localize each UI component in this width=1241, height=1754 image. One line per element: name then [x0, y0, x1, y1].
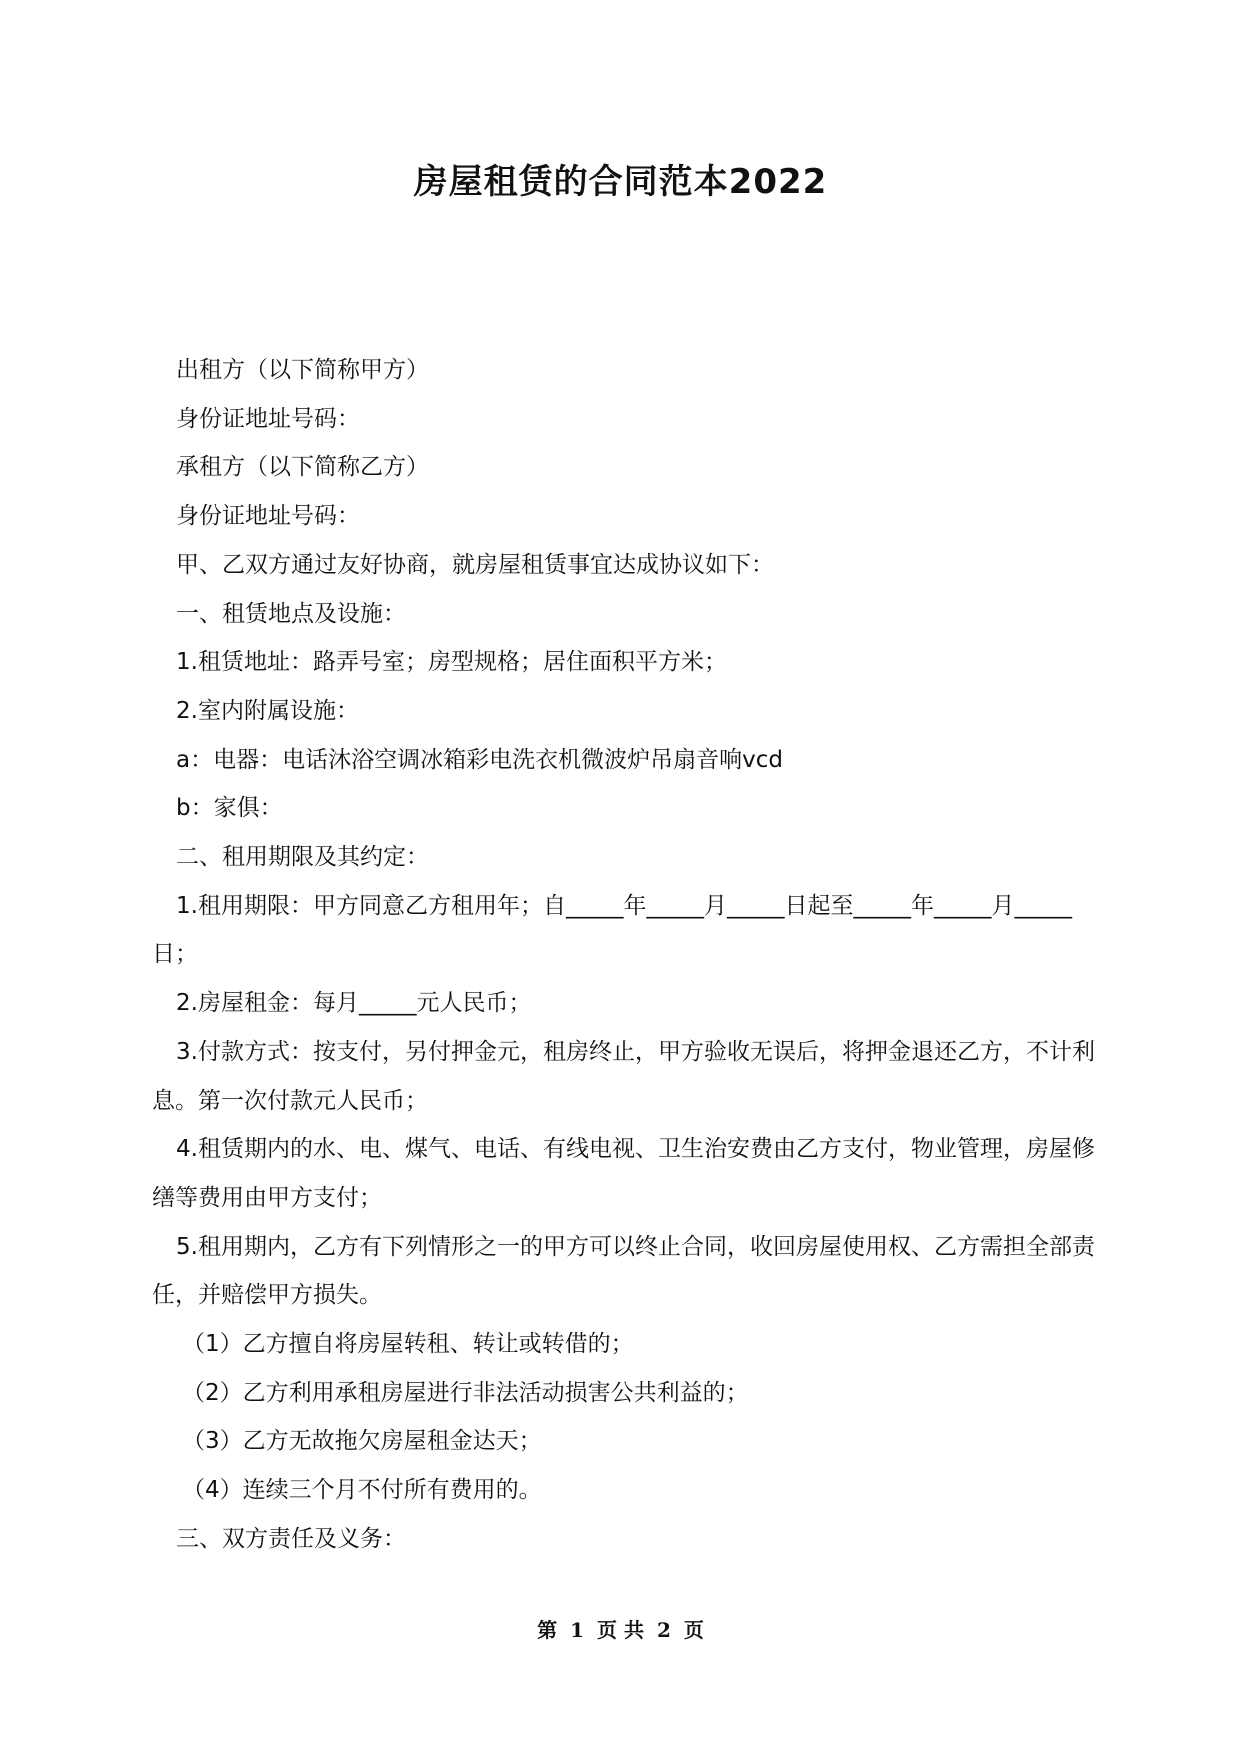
paragraph-lessor: 出租方（以下简称甲方）	[176, 357, 429, 383]
paragraph-lessee-id: 身份证地址号码：	[176, 503, 360, 530]
footer-prefix: 第	[537, 1618, 558, 1642]
document-title: 房屋租赁的合同范本2022	[413, 162, 828, 202]
list-item-sublet: （1）乙方擅自将房屋转租、转让或转借的；	[182, 1331, 634, 1358]
section-heading-location: 一、租赁地点及设施：	[176, 600, 406, 627]
document-body	[152, 346, 1100, 1564]
list-item-unpaid-fees: （4）连续三个月不付所有费用的。	[182, 1477, 542, 1504]
section-heading-obligations: 三、双方责任及义务：	[176, 1525, 406, 1552]
footer-mid: 页 共	[597, 1618, 644, 1642]
paragraph-lessor-id: 身份证地址号码：	[176, 405, 360, 432]
paragraph-payment-method: 3.付款方式：按支付，另付押金元，租房终止，甲方验收无误后，将押金退还乙方，不计利息。第一次付款元人民币；	[152, 1038, 1095, 1114]
footer-total-pages: 2	[656, 1618, 671, 1642]
paragraph-rental-address: 1.租赁地址：路弄号室；房型规格；居住面积平方米；	[176, 649, 727, 676]
footer-current-page: 1	[570, 1618, 585, 1642]
page-footer	[0, 1616, 1241, 1644]
list-item-rent-arrears: （3）乙方无故拖欠房屋租金达天；	[182, 1428, 542, 1455]
paragraph-facilities: 2.室内附属设施：	[176, 697, 359, 724]
list-item-illegal-use: （2）乙方利用承租房屋进行非法活动损害公共利益的；	[182, 1379, 749, 1406]
paragraph-rent: 2.房屋租金：每月_____元人民币；	[176, 990, 532, 1017]
paragraph-agreement-intro: 甲、乙双方通过友好协商，就房屋租赁事宜达成协议如下：	[176, 551, 774, 578]
footer-suffix: 页	[683, 1618, 704, 1642]
paragraph-termination: 5.租用期内，乙方有下列情形之一的甲方可以终止合同，收回房屋使用权、乙方需担全部责任，并赔偿甲方损失。	[152, 1233, 1095, 1309]
paragraph-utilities: 4.租赁期内的水、电、煤气、电话、有线电视、卫生治安费由乙方支付，物业管理，房屋修缮等费用由甲方支付；	[152, 1136, 1095, 1211]
paragraph-appliances: a：电器：电话沐浴空调冰箱彩电洗衣机微波炉吊扇音响vcd	[176, 746, 783, 773]
section-heading-term: 二、租用期限及其约定：	[176, 844, 429, 871]
paragraph-furniture: b：家俱：	[176, 795, 283, 822]
paragraph-lease-term: 1.租用期限：甲方同意乙方租用年；自_____年_____月_____日起至_____年_____月_____日；	[152, 892, 1072, 968]
paragraph-lessee: 承租方（以下简称乙方）	[176, 454, 429, 481]
